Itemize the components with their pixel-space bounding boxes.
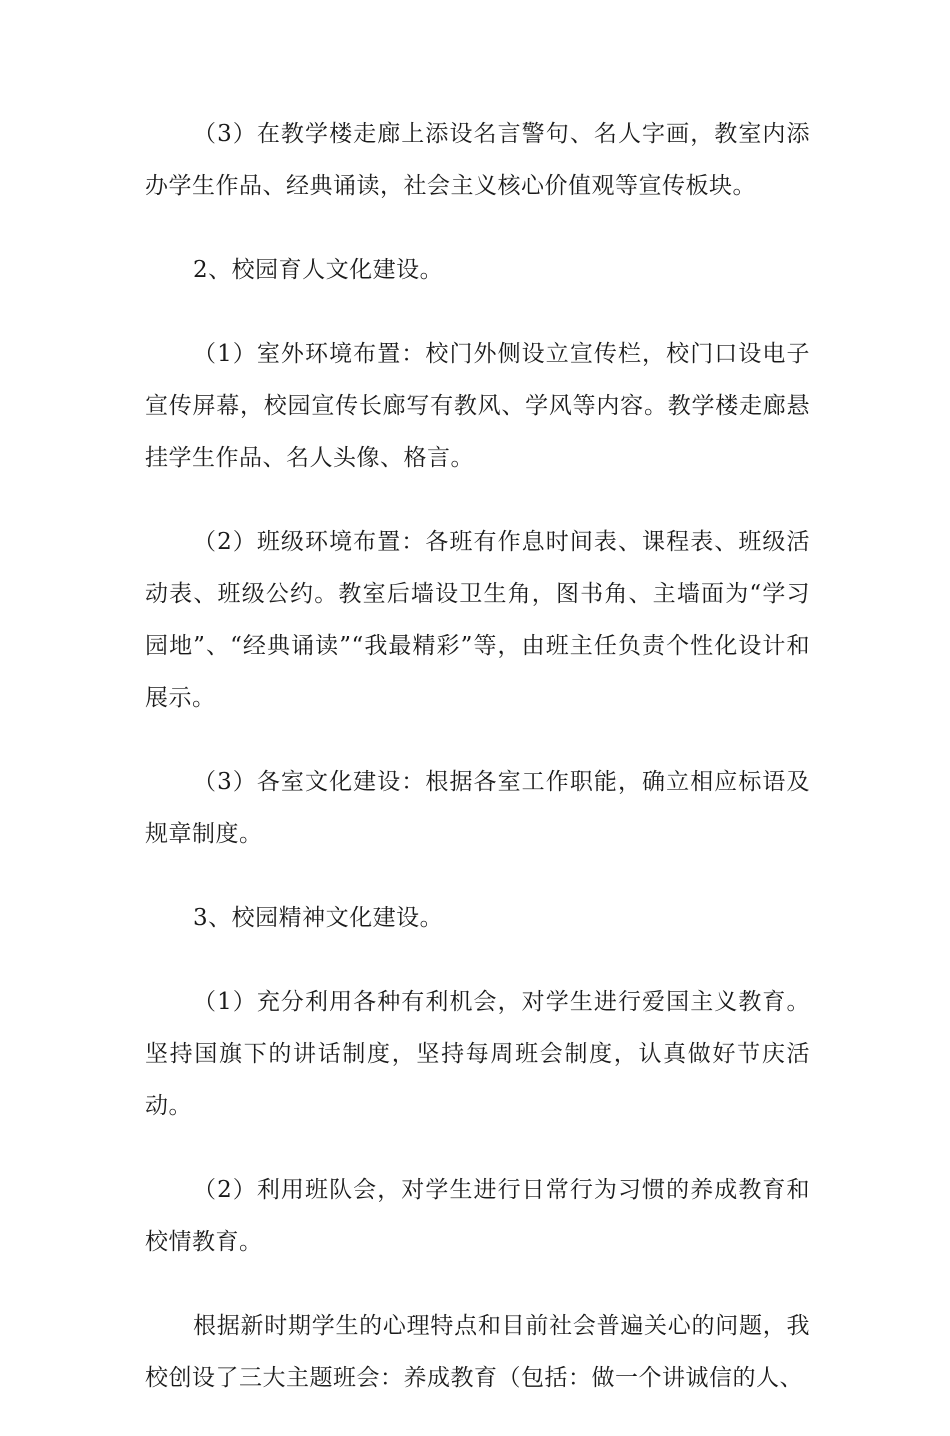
- section-heading-spirit-culture: 3、校园精神文化建设。: [193, 905, 444, 931]
- paragraph-office-culture: （3）各室文化建设：根据各室工作职能，确立相应标语及规章制度。: [145, 769, 810, 847]
- paragraph-class-meeting: （2）利用班队会，对学生进行日常行为习惯的养成教育和校情教育。: [145, 1177, 810, 1255]
- section-heading-campus-culture: 2、校园育人文化建设。: [193, 257, 444, 283]
- paragraph-item-3-display: （3）在教学楼走廊上添设名言警句、名人字画，教室内添办学生作品、经典诵读，社会主义核心价值观等宣传板块。: [145, 121, 810, 199]
- paragraph-class-environment: （2）班级环境布置：各班有作息时间表、课程表、班级活动表、班级公约。教室后墙设卫生角，图书角、主墙面为“学习园地”、“经典诵读”“我最精彩”等，由班主任负责个性化设计和展示。: [145, 529, 810, 711]
- paragraph-patriotic-education: （1）充分利用各种有利机会，对学生进行爱国主义教育。坚持国旗下的讲话制度，坚持每周班会制度，认真做好节庆活动。: [145, 989, 810, 1119]
- paragraph-outdoor-environment: （1）室外环境布置：校门外侧设立宣传栏，校门口设电子宣传屏幕，校园宣传长廊写有教风、学风等内容。教学楼走廊悬挂学生作品、名人头像、格言。: [145, 341, 810, 471]
- paragraph-theme-meetings: 根据新时期学生的心理特点和目前社会普遍关心的问题，我校创设了三大主题班会：养成教育（包括：做一个讲诚信的人、: [145, 1313, 810, 1391]
- document-body: [145, 108, 810, 1436]
